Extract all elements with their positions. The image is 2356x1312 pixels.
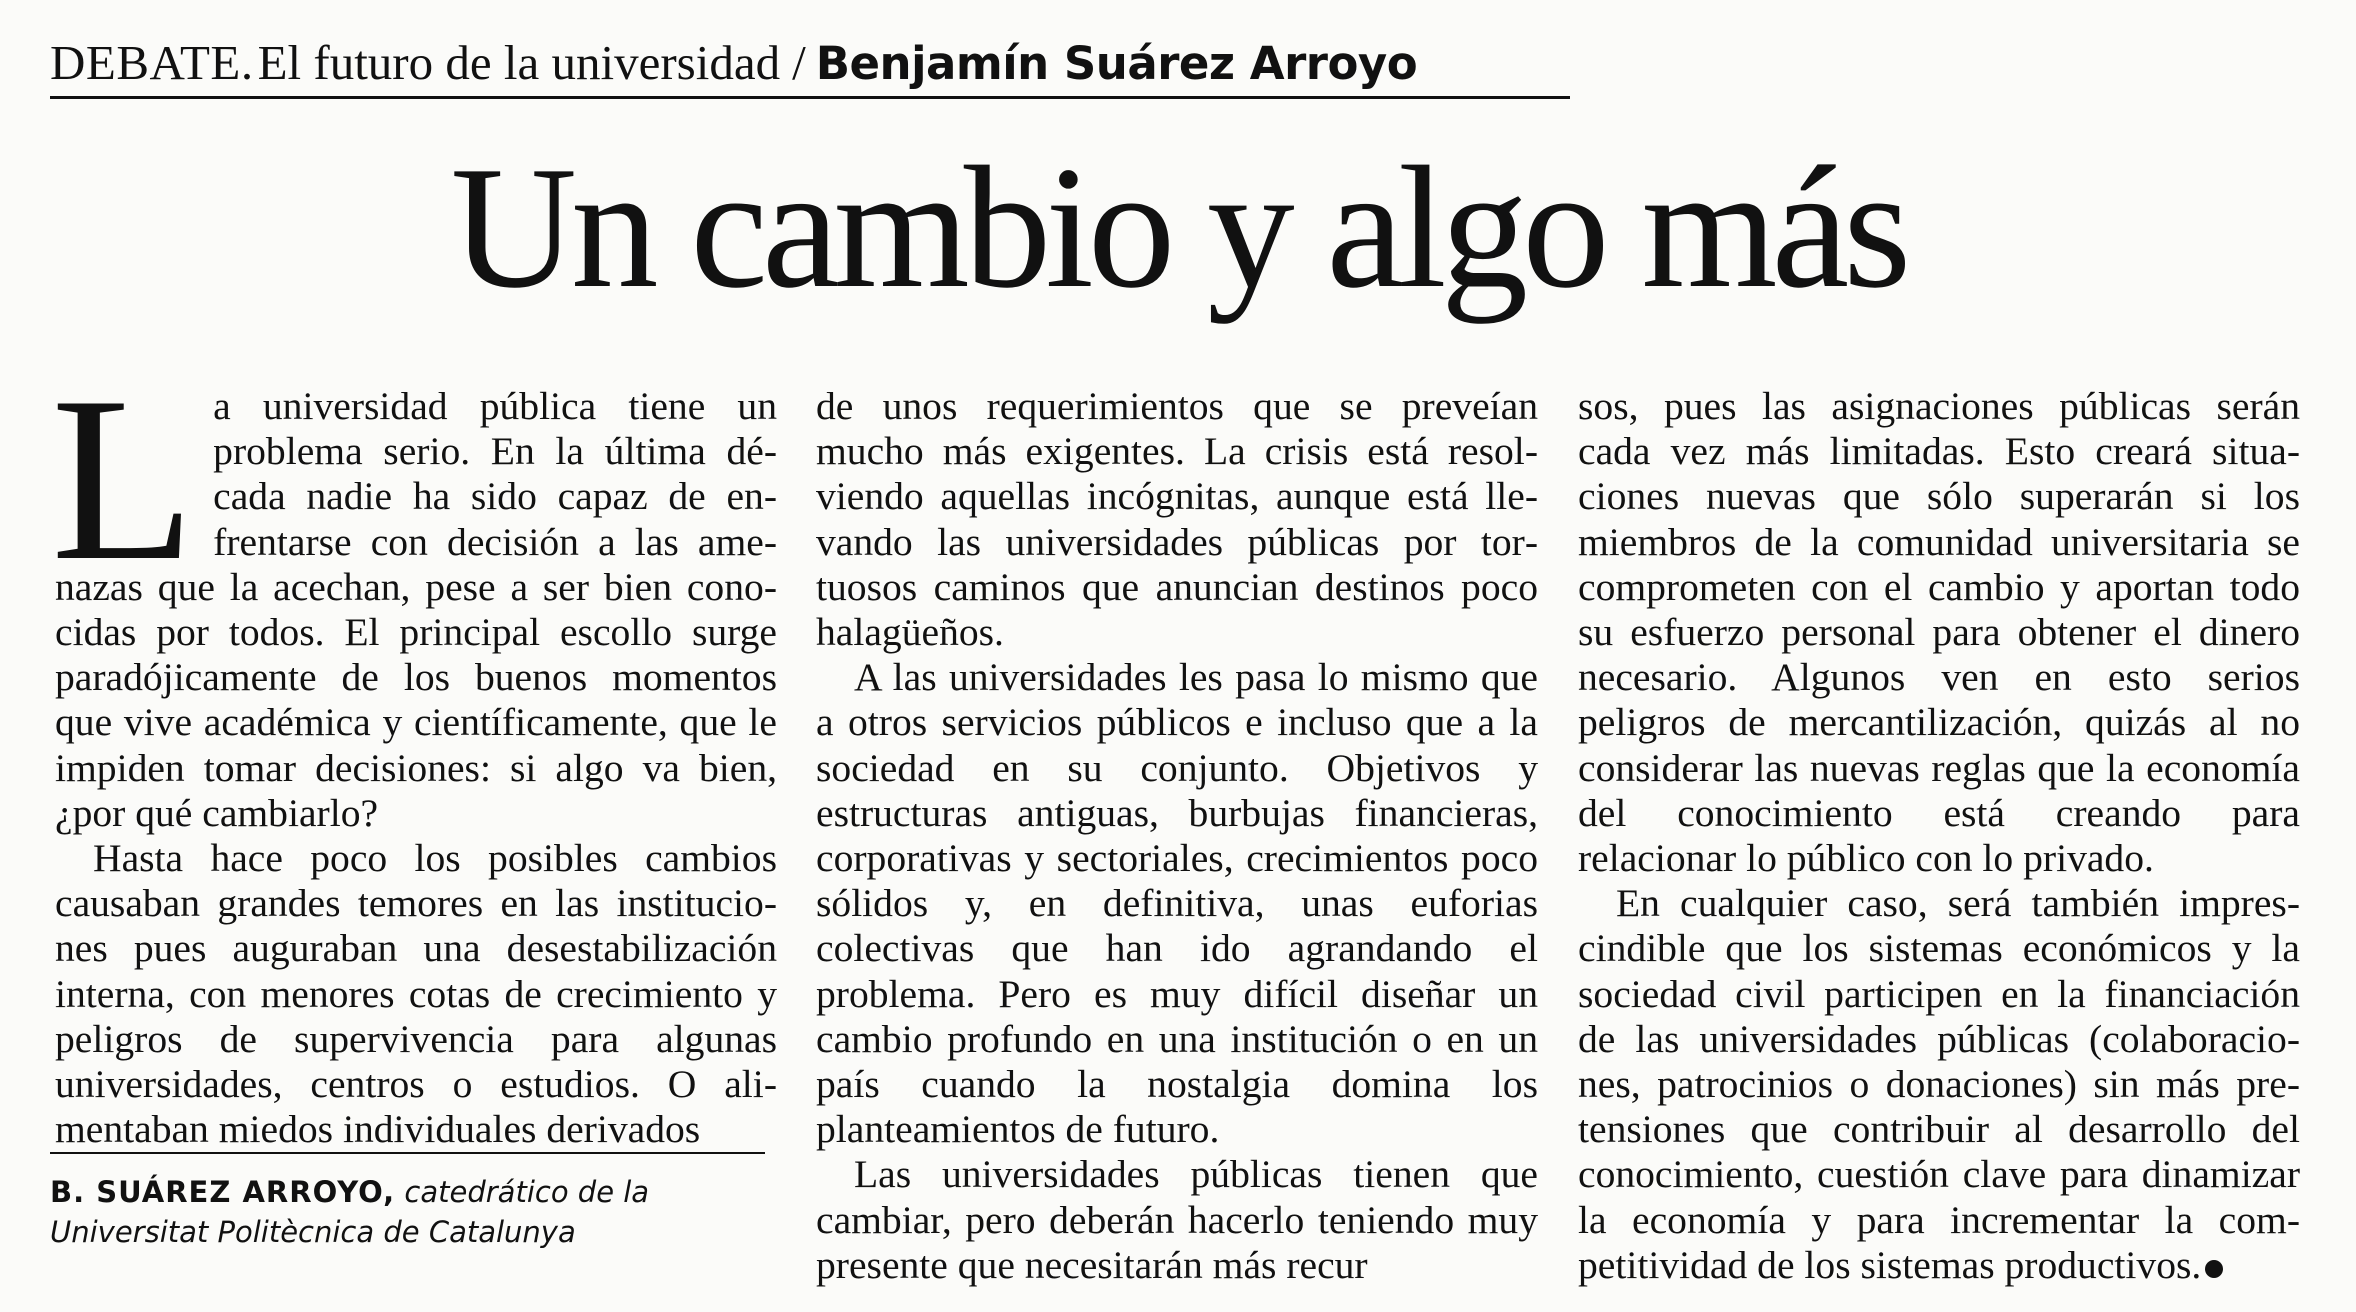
debate-topic: El futuro de la universidad	[257, 35, 781, 90]
article-header	[50, 34, 1570, 99]
paragraph	[1578, 881, 2300, 1288]
paragraph: de unos requerimientos que se preveían mucho más exigentes. La crisis está resolviendo aquellas incógnitas, aunque está llevando las universidades públicas por tortuosos caminos que anuncian destinos poco halagüeños.	[816, 384, 1538, 655]
end-of-article-icon	[2205, 1260, 2223, 1278]
paragraph	[51, 349, 777, 836]
header-author: Benjamín Suárez Arroyo	[815, 37, 1418, 90]
paragraph-text: En cualquier caso, será también imprescindible que los sistemas económicos y la sociedad civil participen en la financiación de las universidades públicas (colaboraciones, patrocinios o donaciones) sin más pretensiones que contribuir al desarrollo del conocimiento, cuestión clave para dinamizar la economía y para incrementar la competitividad de los sistemas productivos.	[1578, 881, 2300, 1287]
headline: Un cambio y algo más	[450, 130, 1906, 324]
header-separator: /	[792, 35, 806, 90]
drop-cap: L	[51, 349, 196, 610]
section-label: DEBATE.	[50, 35, 254, 90]
paragraph: Las universidades públicas tienen que cambiar, pero deberán hacerlo teniendo muy presente que necesitarán más recur	[816, 1152, 1538, 1287]
paragraph-text: a universidad pública tiene un problema serio. En la última década nadie ha sido capaz de enfrentarse con decisión a las amenazas que la acechan, pese a ser bien conocidas por todos. El principal escollo surge paradójicamente de los buenos momentos que vive académica y científicamente, que le impiden tomar decisiones: si algo va bien, ¿por qué cambiarlo?	[55, 384, 777, 835]
author-byline	[50, 1152, 765, 1252]
paragraph: Hasta hace poco los posibles cambios causaban grandes temores en las instituciones pues auguraban una desestabilización interna, con menores cotas de crecimiento y peligros de supervivencia para algunas universidades, centros o estudios. O alimentaban miedos individuales derivados	[55, 836, 777, 1152]
paragraph: A las universidades les pasa lo mismo que a otros servicios públicos e incluso que a la sociedad en su conjunto. Objetivos y estructuras antiguas, burbujas financieras, corporativas y sectoriales, crecimientos poco sólidos y, en definitiva, unas euforias colectivas que han ido agrandando el problema. Pero es muy difícil diseñar un cambio profundo en una institución o en un país cuando la nostalgia domina los planteamientos de futuro.	[816, 655, 1538, 1152]
paragraph: sos, pues las asignaciones públicas serán cada vez más limitadas. Esto creará situaciones nuevas que sólo superarán si los miembros de la comunidad universitaria se comprometen con el cambio y aportan todo su esfuerzo personal para obtener el dinero necesario. Algunos ven en esto serios peligros de mercantilización, quizás al no considerar las nuevas reglas que la economía del conocimiento está creando para relacionar lo público con lo privado.	[1578, 384, 2300, 881]
byline-name: B. SUÁREZ ARROYO,	[50, 1175, 396, 1209]
byline-role: catedrático de la Universitat Politècnica de Catalunya	[50, 1175, 650, 1249]
article-column-3	[1578, 384, 2300, 1288]
article-column-1	[51, 349, 777, 1152]
article-column-2	[816, 384, 1538, 1288]
